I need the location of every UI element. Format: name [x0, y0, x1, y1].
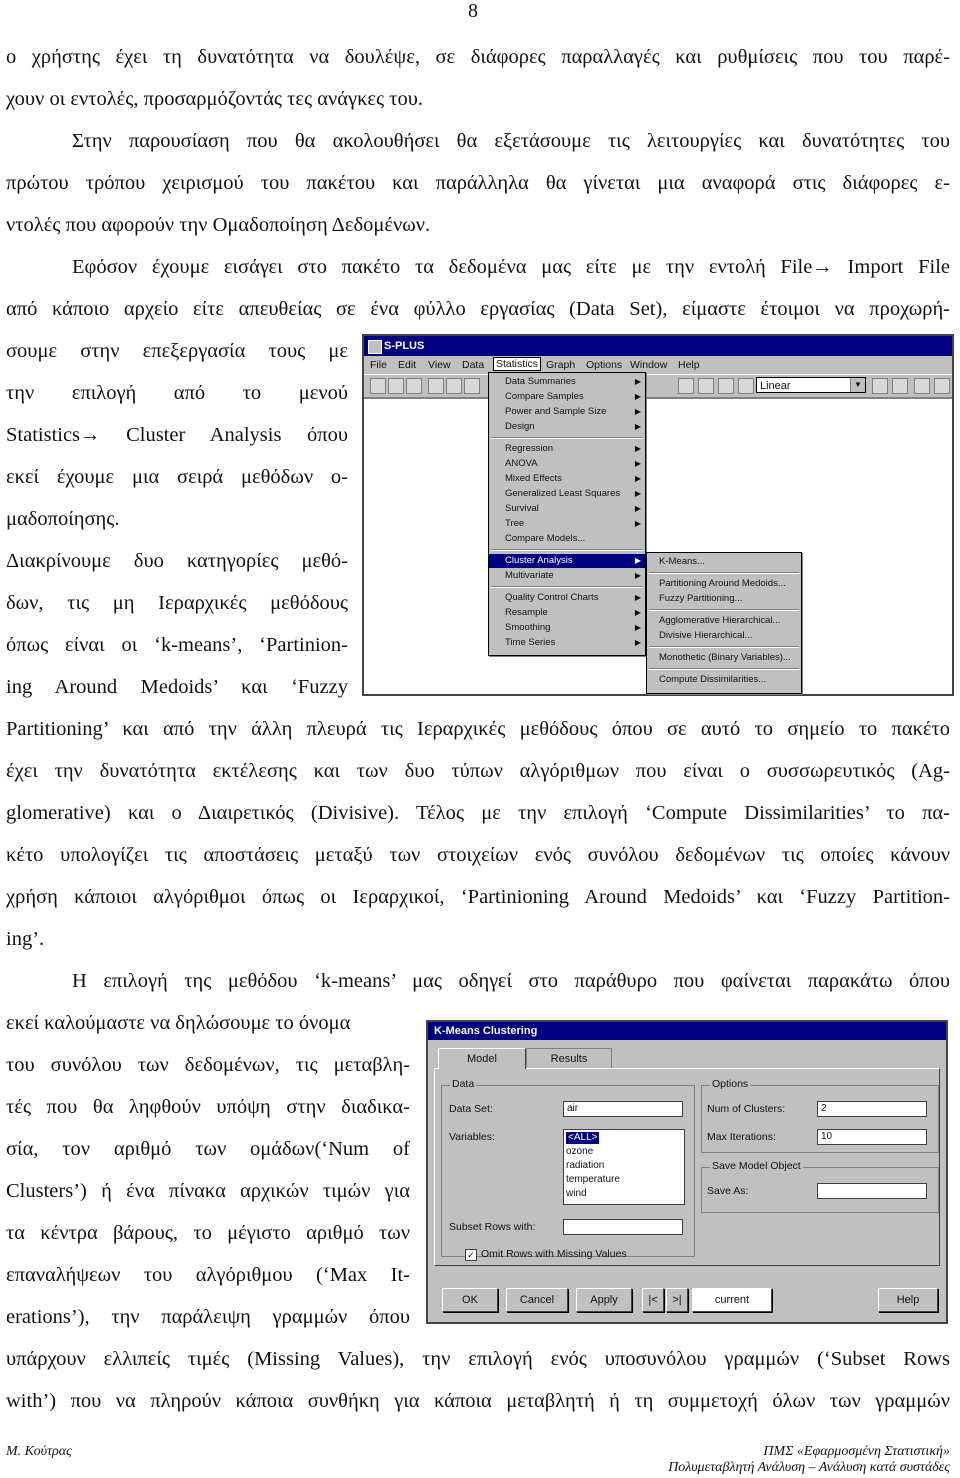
save-icon[interactable]	[406, 378, 422, 394]
menu-item-pam[interactable]: Partitioning Around Medoids...	[659, 578, 786, 589]
text-line: από κάποιο αρχείο είτε απευθείας σε ένα φύλλο εργασίας (Data Set), είμαστε έτοιμοι να προχωρή-	[6, 298, 950, 320]
copy-icon[interactable]	[446, 378, 462, 394]
tile-icon[interactable]	[934, 378, 950, 394]
text-line: την επιλογή από το μενού	[6, 382, 348, 404]
num-clusters-label: Num of Clusters:	[707, 1103, 786, 1115]
apply-button[interactable]: Apply	[576, 1288, 632, 1312]
menu-separator	[649, 668, 799, 670]
text-line: ντολές που αφορούν την Ομαδοποίηση Δεδομένων.	[6, 214, 431, 236]
menu-item-compare-models[interactable]: Compare Models...	[505, 533, 586, 544]
menu-item-divisive[interactable]: Divisive Hierarchical...	[659, 630, 753, 641]
text-line: όπως είναι οι ‘k-means’, ‘Partinion-	[6, 634, 348, 656]
app-icon	[368, 340, 382, 354]
menu-item-design[interactable]: Design ▶	[505, 421, 641, 432]
text-line: δων, τις μη Ιεραρχικές μεθόδους	[6, 592, 348, 614]
settings-icon[interactable]	[872, 378, 888, 394]
dropdown-icon[interactable]	[892, 378, 908, 394]
plot-icon[interactable]	[738, 378, 754, 394]
menu-item-fuzzy[interactable]: Fuzzy Partitioning...	[659, 593, 743, 604]
text-line: Statistics→ Cluster Analysis όπου	[6, 424, 348, 446]
menu-item-monothetic[interactable]: Monothetic (Binary Variables)...	[659, 652, 791, 663]
text-line: Η επιλογή της μεθόδου ‘k-means’ μας οδηγεί στο παράθυρο που φαίνεται παρακάτω όπου	[72, 970, 950, 992]
menu-item-compute-dissimilarities[interactable]: Compute Dissimilarities...	[659, 674, 767, 685]
subset-rows-input[interactable]	[563, 1219, 683, 1235]
tab-results[interactable]: Results	[526, 1048, 612, 1069]
plot-type-value: Linear	[760, 380, 791, 392]
cluster-analysis-submenu	[646, 552, 802, 694]
toolbar	[364, 374, 952, 398]
text-line: Διακρίνουμε δυο κατηγορίες μεθό-	[6, 550, 348, 572]
text-line: εκεί καλούμαστε να δηλώσουμε το όνομα	[6, 1012, 351, 1034]
tab-panel	[434, 1068, 940, 1266]
variables-label: Variables:	[449, 1131, 495, 1143]
menu-separator	[491, 437, 643, 439]
menu-item-power-sample-size[interactable]: Power and Sample Size ▶	[505, 406, 641, 417]
menu-statistics[interactable]: Statistics	[496, 358, 539, 370]
text-line: erations’), την παράλειψη γραμμών όπου	[6, 1306, 410, 1328]
text-line: ing Around Medoids’ και ‘Fuzzy	[6, 676, 348, 698]
graph-icon[interactable]	[678, 378, 694, 394]
menu-item-mixed-effects[interactable]: Mixed Effects ▶	[505, 473, 641, 484]
save-as-label: Save As:	[707, 1185, 749, 1197]
tab-model[interactable]: Model	[438, 1048, 526, 1069]
statistics-menu	[488, 372, 646, 656]
list-item[interactable]: radiation	[566, 1160, 605, 1171]
table-icon[interactable]	[718, 378, 734, 394]
splus-title-bar	[364, 336, 952, 356]
menu-item-data-summaries[interactable]: Data Summaries ▶	[505, 376, 641, 387]
ok-button[interactable]: OK	[442, 1288, 498, 1312]
menu-help[interactable]: Help	[678, 359, 700, 371]
menu-separator	[649, 572, 799, 574]
help-button[interactable]: Help	[878, 1288, 938, 1312]
menu-separator	[649, 646, 799, 648]
text-line: υπάρχουν ελλιπείς τιμές (Missing Values), την επιλογή ενός υποσυνόλου γραμμών (‘Subset Rows	[6, 1348, 950, 1370]
footer-program: ΠΜΣ «Εφαρμοσμένη Στατιστική»	[763, 1444, 950, 1459]
data-set-label: Data Set:	[449, 1103, 493, 1115]
chevron-down-icon[interactable]: ▼	[850, 378, 865, 392]
text-line: επαναλήψεων του αλγόριθμου (‘Max It-	[6, 1264, 410, 1286]
menu-window[interactable]: Window	[630, 359, 668, 371]
cut-icon[interactable]	[428, 378, 444, 394]
text-line: ing’.	[6, 928, 45, 950]
menu-item-survival[interactable]: Survival ▶	[505, 503, 641, 514]
text-line: χουν οι εντολές, προσαρμόζοντάς τες ανάγκες του.	[6, 88, 424, 110]
menu-edit[interactable]: Edit	[398, 359, 417, 371]
next-button[interactable]: >|	[666, 1288, 688, 1312]
menu-separator	[649, 609, 799, 611]
menu-item-compare-samples[interactable]: Compare Samples ▶	[505, 391, 641, 402]
menu-bar	[364, 356, 952, 374]
max-iterations-input[interactable]: 10	[817, 1129, 927, 1145]
text-line: Partitioning’ και από την άλλη πλευρά τις Ιεραρχικές μεθόδους όπου σε αυτό το σημείο το πακέτο	[6, 718, 950, 740]
options-group-label: Options	[712, 1078, 749, 1090]
max-iterations-label: Max Iterations:	[707, 1131, 776, 1143]
data-set-input[interactable]: air	[563, 1101, 683, 1117]
subset-rows-label: Subset Rows with:	[449, 1221, 536, 1233]
save-model-group-label: Save Model Object	[712, 1160, 801, 1172]
text-line: τές που θα ληφθούν υπόψη στην διαδικα-	[6, 1096, 410, 1118]
menu-item-multivariate[interactable]: Multivariate ▶	[505, 570, 641, 581]
menu-item-resample[interactable]: Resample ▶	[505, 607, 641, 618]
list-item[interactable]: wind	[566, 1188, 587, 1199]
grid-icon[interactable]	[698, 378, 714, 394]
data-group-label: Data	[452, 1078, 475, 1090]
num-clusters-input[interactable]: 2	[817, 1101, 927, 1117]
text-line: Εφόσον έχουμε εισάγει στο πακέτο τα δεδομένα μας είτε με την εντολή File→ Import File	[72, 256, 950, 278]
text-line: εκεί έχουμε μια σειρά μεθόδων ο-	[6, 466, 348, 488]
text-line: πρώτου τρόπου χειρισμού του πακέτου και παράλληλα θα γίνεται μια αναφορά στις διάφορες ε-	[6, 172, 950, 194]
text-line: κέτο υπολογίζει τις αποστάσεις μεταξύ των στοιχείων ενός συνόλου δεδομένων τις οποίες κάνουν	[6, 844, 950, 866]
cancel-button[interactable]: Cancel	[506, 1288, 568, 1312]
new-file-icon[interactable]	[370, 378, 386, 394]
open-folder-icon[interactable]	[388, 378, 404, 394]
current-field[interactable]: current	[692, 1288, 772, 1312]
text-line: τα κέντρα βάρους, το μέγιστο αριθμό των	[6, 1222, 410, 1244]
menu-item-qc-charts[interactable]: Quality Control Charts ▶	[505, 592, 641, 603]
menu-graph[interactable]: Graph	[546, 359, 576, 371]
footer-author: Μ. Κούτρας	[6, 1444, 72, 1459]
menu-item-kmeans[interactable]: K-Means...	[659, 556, 705, 567]
menu-separator	[491, 586, 643, 588]
menu-item-time-series[interactable]: Time Series ▶	[505, 637, 641, 648]
text-line: ο χρήστης έχει τη δυνατότητα να δουλέψε, σε διάφορες παραλλαγές και ρυθμίσεις που του παρέ-	[6, 46, 950, 68]
menu-view[interactable]: View	[428, 359, 451, 371]
menu-options[interactable]: Options	[586, 359, 623, 371]
menu-item-gls[interactable]: Generalized Least Squares ▶	[505, 488, 641, 499]
dialog-title: K-Means Clustering	[428, 1022, 946, 1040]
text-line: Στην παρουσίαση που θα ακολουθήσει θα εξετάσουμε τις λειτουργίες και δυνατότητες του	[72, 130, 950, 152]
splus-title: S-PLUS	[384, 340, 425, 352]
text-line: with’) που να πληρούν κάποια συνθήκη για κάποια μεταβλητή ή τη συμμετοχή όλων των γραμμών	[6, 1390, 950, 1412]
plot-type-select[interactable]	[756, 377, 866, 393]
omit-missing-checkbox[interactable]: ✓	[465, 1249, 477, 1261]
text-line: glomerative) και ο Διαιρετικός (Divisive). Τέλος με την επιλογή ‘Compute Dissimilarities’ το πα-	[6, 802, 950, 824]
text-line: Clusters’) ή ένα πίνακα αρχικών τιμών για	[6, 1180, 410, 1202]
kmeans-dialog	[426, 1020, 948, 1324]
page-number: 8	[468, 0, 478, 22]
menu-item-smoothing[interactable]: Smoothing ▶	[505, 622, 641, 633]
menu-data[interactable]: Data	[462, 359, 485, 371]
save-as-input[interactable]	[817, 1183, 927, 1199]
list-item[interactable]: <ALL>	[568, 1132, 598, 1143]
list-item[interactable]: temperature	[566, 1174, 620, 1185]
text-line: χρήση κάποιοι αλγόριθμοι όπως οι Ιεραρχικοί, ‘Partinioning Around Medoids’ και ‘Fuzzy Partition-	[6, 886, 950, 908]
text-line: του συνόλου των δεδομένων, τις μεταβλη-	[6, 1054, 410, 1076]
menu-file[interactable]: File	[370, 359, 387, 371]
omit-missing-label: Omit Rows with Missing Values	[481, 1248, 627, 1260]
prev-button[interactable]: |<	[642, 1288, 664, 1312]
window-icon[interactable]	[914, 378, 930, 394]
menu-item-tree[interactable]: Tree ▶	[505, 518, 641, 529]
menu-separator	[491, 549, 643, 551]
paste-icon[interactable]	[464, 378, 480, 394]
variables-listbox[interactable]	[563, 1129, 685, 1205]
text-line: μαδοποίησης.	[6, 508, 120, 530]
menu-item-regression[interactable]: Regression ▶	[505, 443, 641, 454]
menu-item-anova[interactable]: ANOVA ▶	[505, 458, 641, 469]
text-line: σία, τον αριθμό των ομάδων(‘Num of	[6, 1138, 410, 1160]
splus-window	[362, 334, 954, 696]
list-item[interactable]: ozone	[566, 1146, 594, 1157]
footer-course: Πολυμεταβλητή Ανάλυση – Ανάλυση κατά συστάδες	[668, 1460, 950, 1475]
menu-item-cluster-analysis[interactable]: Cluster Analysis ▶	[489, 554, 645, 568]
text-line: σουμε στην επεξεργασία τους με	[6, 340, 348, 362]
menu-item-agglomerative[interactable]: Agglomerative Hierarchical...	[659, 615, 781, 626]
text-line: έχει την δυνατότητα εκτέλεσης και των δυο τύπων αλγόριθμων που είναι ο συσσωρευτικός (Ag-	[6, 760, 950, 782]
